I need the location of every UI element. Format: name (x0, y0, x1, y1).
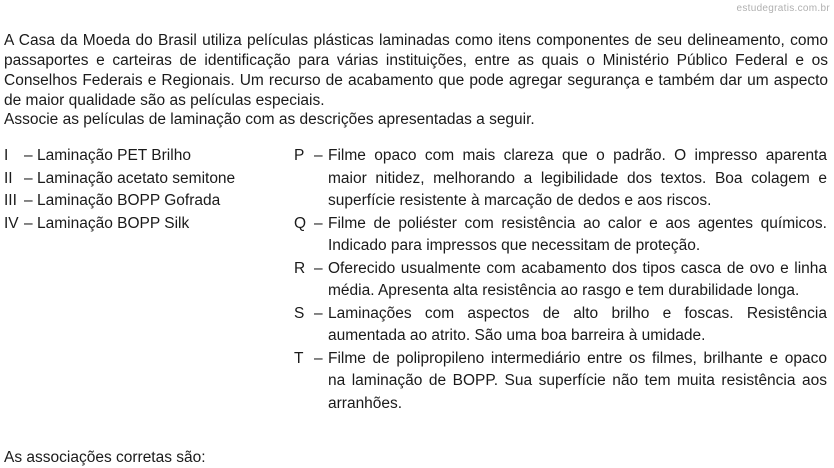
dash: – (314, 349, 323, 367)
dash: – (314, 214, 323, 232)
dash: – (24, 214, 33, 232)
dash: – (24, 169, 33, 187)
description-item-s (294, 303, 827, 348)
description-letter: P (294, 147, 305, 164)
instruction-text: Associe as películas de laminação com as descrições apresentadas a seguir. (4, 111, 535, 128)
lamination-label: Laminação BOPP Gofrada (37, 192, 221, 209)
lamination-item-2 (4, 168, 235, 191)
lamination-label: Laminação PET Brilho (37, 147, 191, 164)
answer-prompt: As associações corretas são: (4, 449, 206, 466)
description-item-r (294, 258, 827, 303)
description-item-q (294, 213, 827, 258)
dash: – (314, 259, 323, 277)
lamination-number: II (4, 169, 13, 187)
description-letter: Q (294, 214, 307, 232)
description-item-t (294, 348, 827, 416)
lamination-number: IV (4, 214, 19, 232)
lamination-number: III (4, 192, 17, 209)
lamination-label: Laminação BOPP Silk (37, 214, 190, 232)
description-item-p (294, 145, 827, 213)
lamination-list (4, 145, 235, 235)
dash: – (314, 147, 323, 164)
dash: – (314, 304, 323, 322)
description-text: Filme de polipropileno intermediário entre os filmes, brilhante e opaco na laminação de BOPP. Sua superfície não tem muita resistência aos arranhões. (328, 349, 827, 412)
lamination-label: Laminação acetato semitone (37, 169, 236, 187)
description-text: Oferecido usualmente com acabamento dos tipos casca de ovo e linha média. Apresenta alta resistência ao rasgo e tem durabilidade longa. (328, 259, 827, 299)
lamination-item-4 (4, 213, 235, 236)
description-text: Filme de poliéster com resistência ao calor e aos agentes químicos. Indicado para impressos que necessitam de proteção. (328, 214, 827, 254)
description-text: Laminações com aspectos de alto brilho e foscas. Resistência aumentada ao atrito. São uma boa barreira à umidade. (328, 304, 827, 344)
lamination-number: I (4, 147, 9, 164)
description-letter: R (294, 259, 306, 277)
dash: – (24, 192, 33, 209)
intro-paragraph: A Casa da Moeda do Brasil utiliza películas plásticas laminadas como itens componentes de seu delineamento, como passaportes e carteiras de identificação para várias instituições, entre as quais o Ministério Público Federal e os Conselhos Federais e Regionais. Um recurso de acabamento que pode agregar segurança e também dar um aspecto de maior qualidade são as películas especiais. (4, 32, 828, 109)
description-letter: T (294, 349, 304, 367)
lamination-item-3 (4, 190, 235, 213)
dash: – (24, 147, 33, 164)
watermark: estudegratis.com.br (736, 3, 830, 14)
description-letter: S (294, 304, 305, 322)
lamination-item-1 (4, 145, 235, 168)
description-text: Filme opaco com mais clareza que o padrão. O impresso aparenta maior nitidez, melhorando a legibilidade dos textos. Boa colagem e superfície resistente à marcação de dedos e aos riscos. (328, 147, 827, 209)
description-list (294, 145, 827, 415)
